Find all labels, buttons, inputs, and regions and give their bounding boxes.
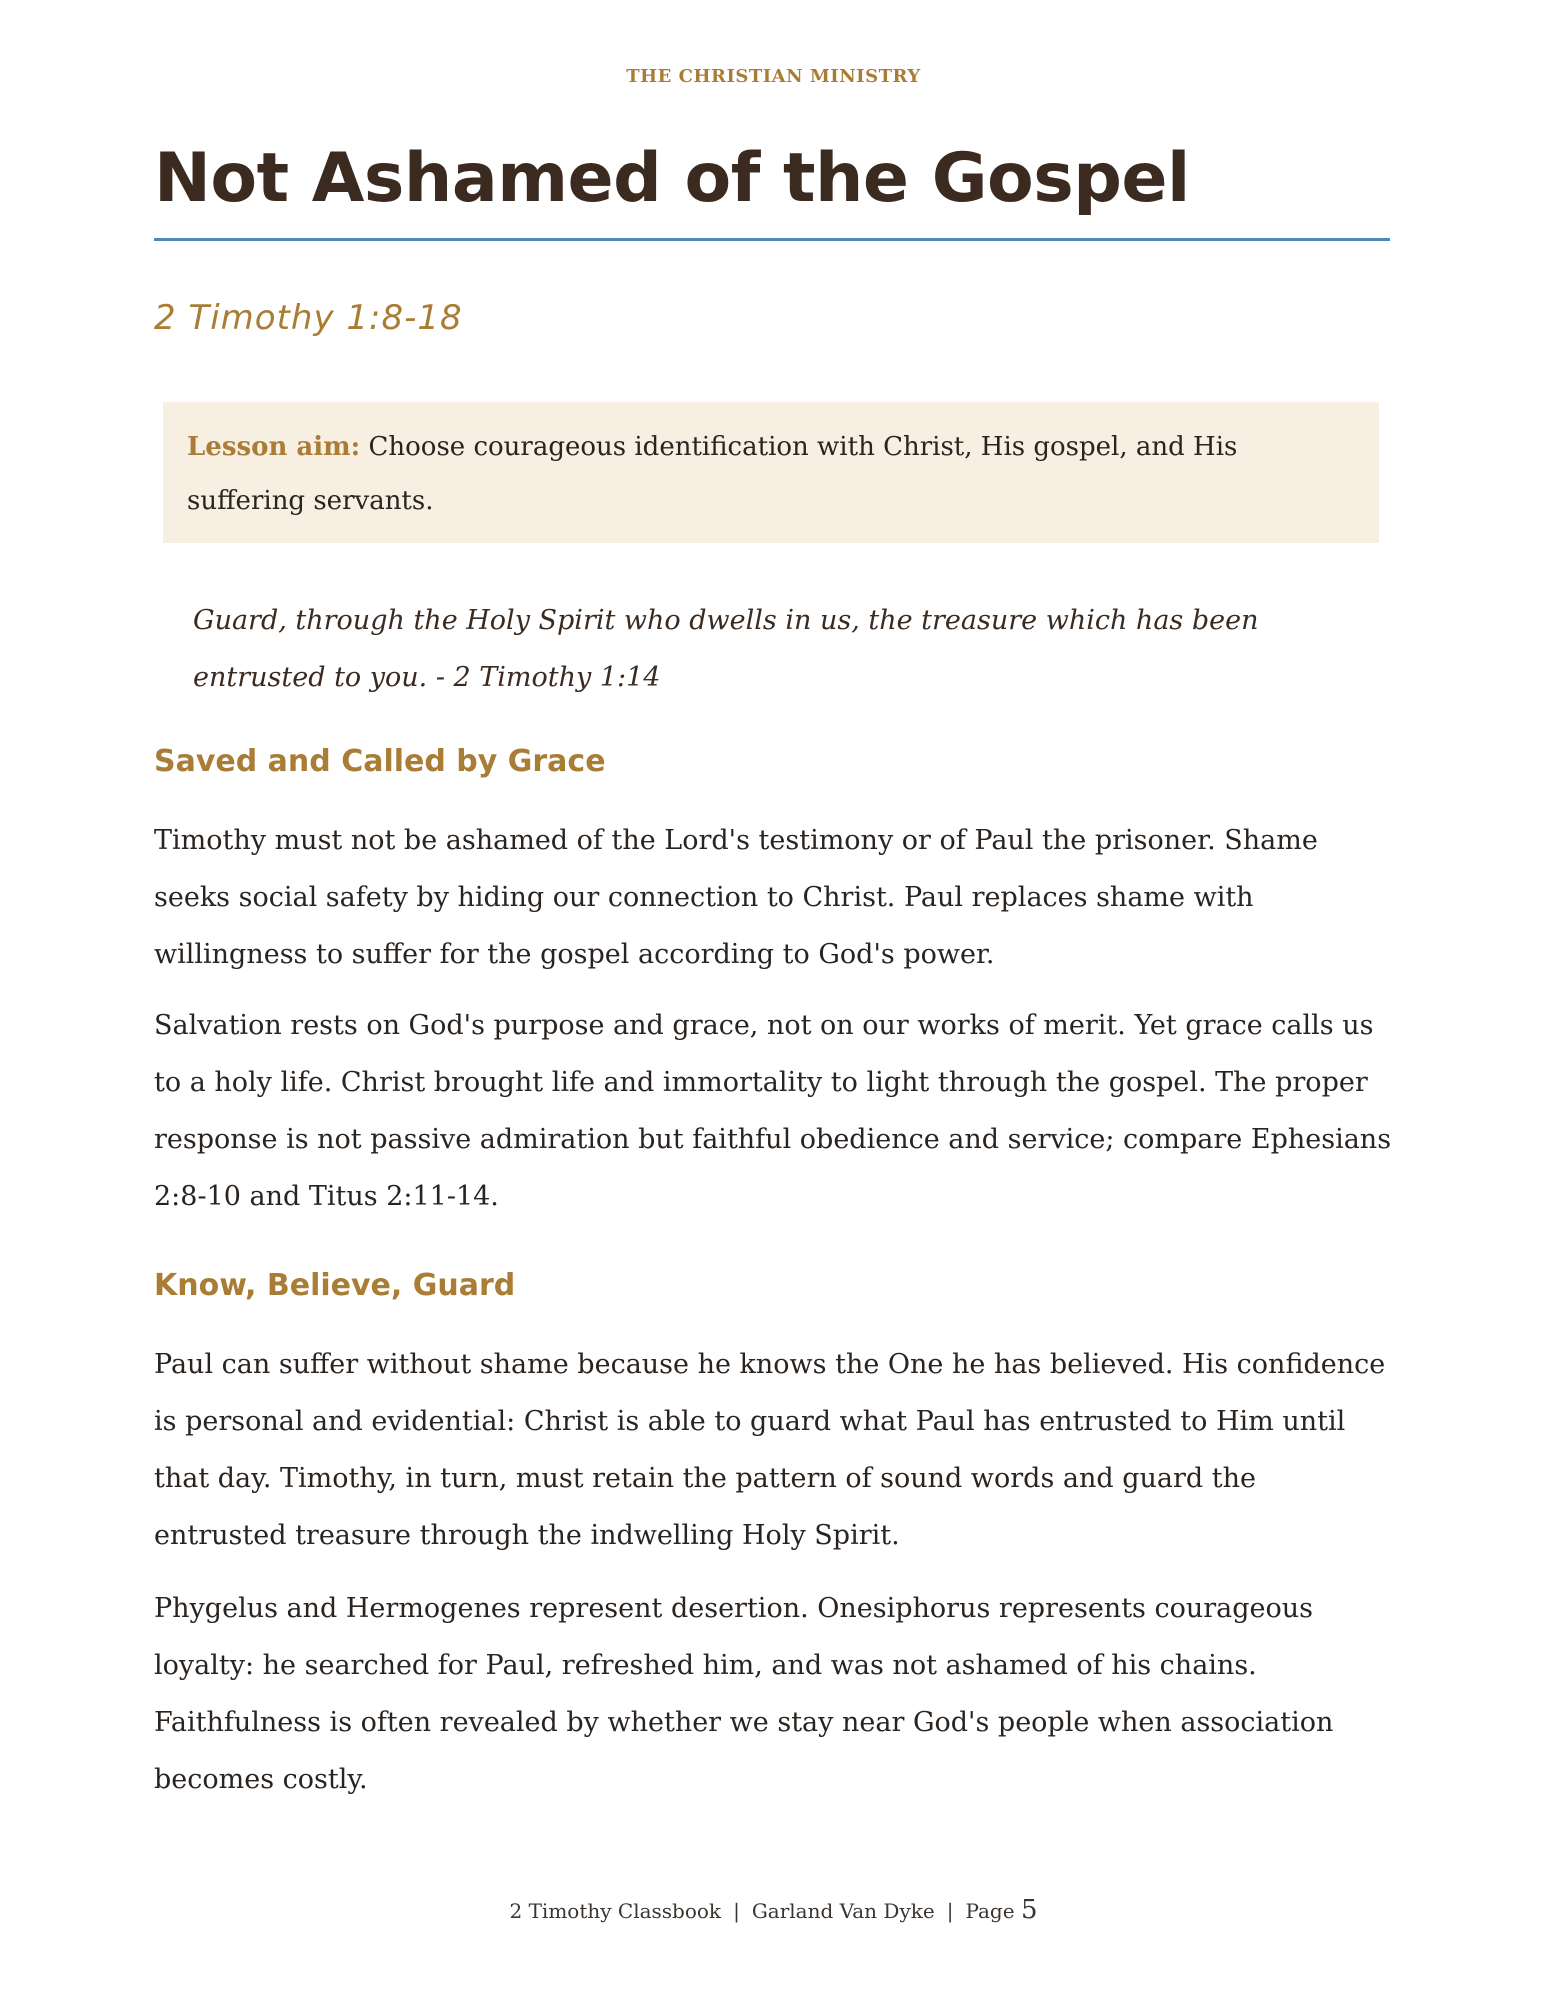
footer-separator: | <box>946 1899 954 1923</box>
key-verse-quote: Guard, through the Holy Spirit who dwells in us, the treasure which has been entrusted to you. - 2 Timothy 1:14 <box>193 605 1259 693</box>
section-heading-saved-called: Saved and Called by Grace <box>154 744 606 779</box>
page-title: Not Ashamed of the Gospel <box>154 139 1190 218</box>
footer-separator: | <box>733 1899 740 1923</box>
section-1-paragraph-1: Timothy must not be ashamed of the Lord's testimony or of Paul the prisoner. Shame seeks social safety by hiding our connection to Christ. Paul replaces shame with willingness to suffer for the gospel according to God's power. <box>154 825 1318 970</box>
page-footer <box>0 1895 1547 1925</box>
section-2-paragraph-1: Paul can suffer without shame because he knows the One he has believed. His confidence is personal and evidential: Christ is able to guard what Paul has entrusted to Him until that day. Timothy, in turn, must retain the pattern of sound words and guard the entrusted treasure through the indwelling Holy Spirit. <box>154 1349 1386 1551</box>
lesson-aim-box <box>163 402 1379 543</box>
title-underline-rule <box>154 238 1390 241</box>
footer-page-label: Page <box>965 1899 1015 1923</box>
footer-author: Garland Van Dyke <box>751 1899 935 1923</box>
section-2-paragraph-2: Phygelus and Hermogenes represent desertion. Onesiphorus represents courageous loyalty: he searched for Paul, refreshed him, and was not ashamed of his chains. Faithfulness is often revealed by whether we stay near God's people when association becomes costly. <box>154 1593 1334 1795</box>
lesson-aim-text: Choose courageous identification with Christ, His gospel, and His suffering servants. <box>187 432 1238 516</box>
section-1-paragraph-2: Salvation rests on God's purpose and grace, not on our works of merit. Yet grace calls us to a holy life. Christ brought life and immortality to light through the gospel. The proper response is not passive admiration but faithful obedience and service; compare Ephesians 2:8-10 and Titus 2:11-14. <box>154 1010 1392 1212</box>
running-header: THE CHRISTIAN MINISTRY <box>626 66 921 87</box>
scripture-reference: 2 Timothy 1:8-18 <box>154 298 463 338</box>
lesson-aim-label: Lesson aim: <box>187 432 361 462</box>
footer-book-title: 2 Timothy Classbook <box>509 1899 722 1923</box>
footer-page-number: 5 <box>1020 1895 1038 1925</box>
section-heading-know-believe-guard: Know, Believe, Guard <box>154 1268 516 1303</box>
